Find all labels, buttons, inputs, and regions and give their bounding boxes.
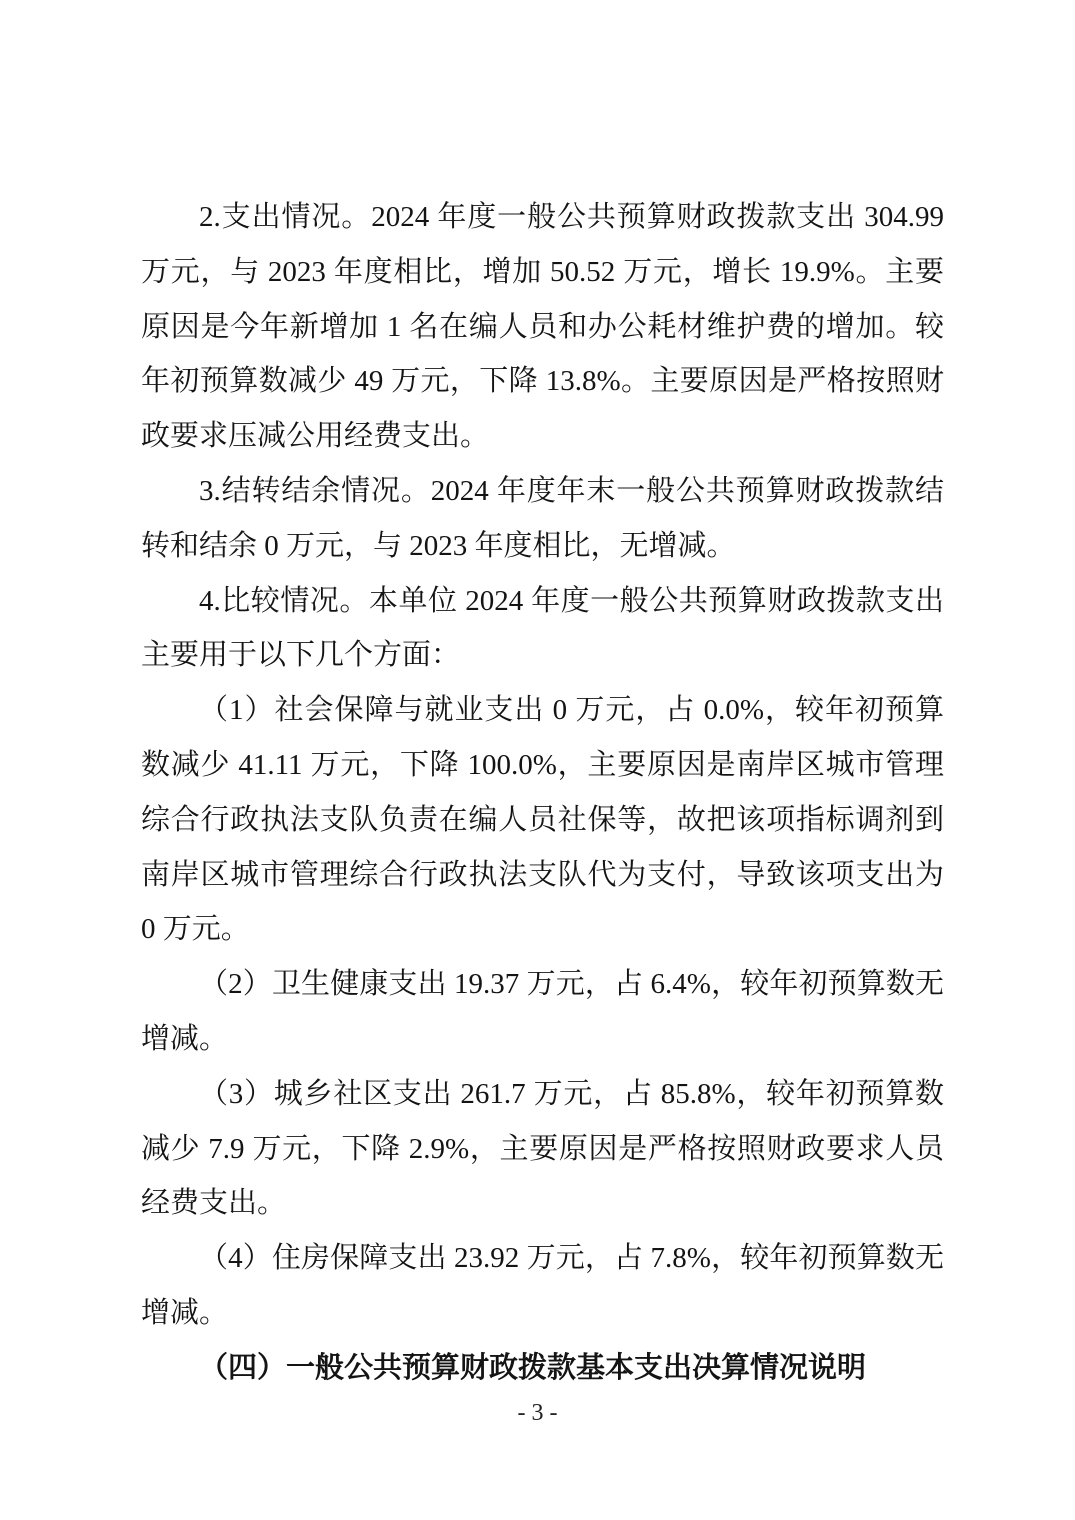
- paragraph-item-3-urban-rural-community: （3）城乡社区支出 261.7 万元，占 85.8%，较年初预算数减少 7.9 万元，下降 2.9%，主要原因是严格按照财政要求人员经费支出。: [141, 1077, 944, 1220]
- paragraph-item-1-social-security: （1）社会保障与就业支出 0 万元，占 0.0%，较年初预算数减少 41.11 万元，下降 100.0%，主要原因是南岸区城市管理综合行政执法支队负责在编人员社保等，故把该项指标调剂到南岸区城市管理综合行政执法支队代为支付，导致该项支出为 0 万元。: [141, 694, 944, 946]
- paragraph-item-4-housing: （4）住房保障支出 23.92 万元，占 7.8%，较年初预算数无增减。: [141, 1242, 944, 1329]
- section-heading-basic-expenditure: （四）一般公共预算财政拨款基本支出决算情况说明: [199, 1351, 867, 1384]
- paragraph-comparison-intro: 4.比较情况。本单位 2024 年度一般公共预算财政拨款支出主要用于以下几个方面：: [141, 584, 944, 672]
- document-body: [141, 190, 944, 1396]
- paragraph-item-2-health: （2）卫生健康支出 19.37 万元，占 6.4%，较年初预算数无增减。: [141, 968, 944, 1055]
- paragraph-expenditure-overview: 2.支出情况。2024 年度一般公共预算财政拨款支出 304.99 万元，与 2023 年度相比，增加 50.52 万元，增长 19.9%。主要原因是今年新增加 1 名在编人员和办公耗材维护费的增加。较年初预算数减少 49 万元，下降 13.8%。主要原因是严格按照财政要求压减公用经费支出。: [141, 201, 944, 453]
- paragraph-carryover-balance: 3.结转结余情况。2024 年度年末一般公共预算财政拨款结转和结余 0 万元，与 2023 年度相比，无增减。: [141, 474, 944, 562]
- page-number: - 3 -: [517, 1400, 558, 1426]
